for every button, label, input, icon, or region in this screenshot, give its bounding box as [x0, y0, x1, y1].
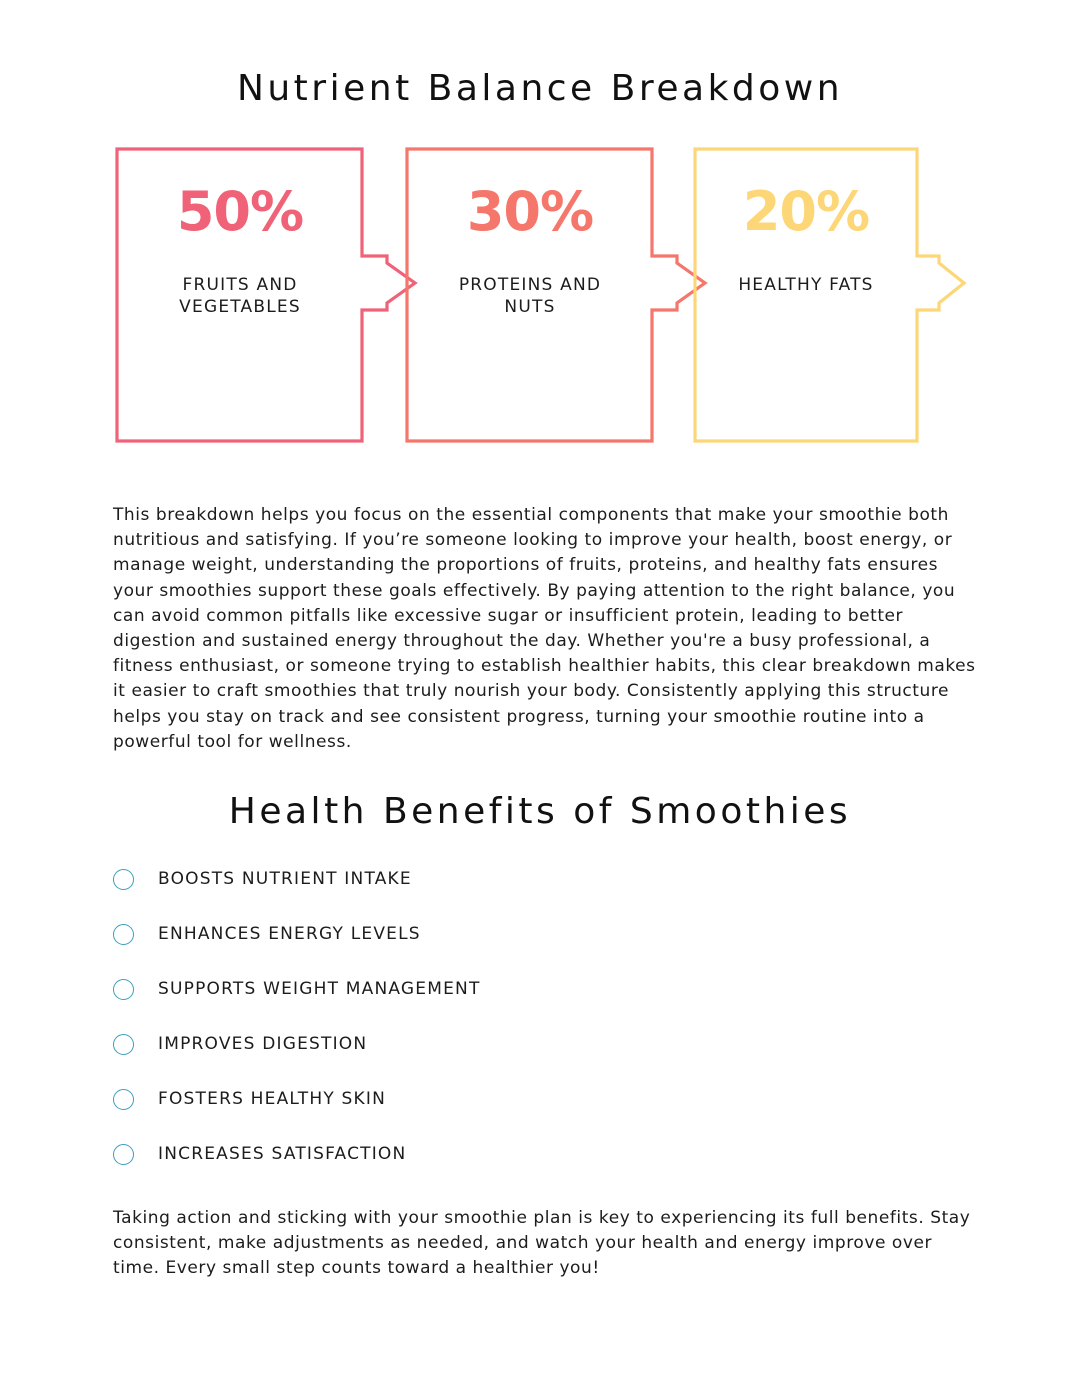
step-label-proteins-nuts [407, 274, 653, 318]
circle-icon [113, 1144, 134, 1165]
circle-icon [113, 924, 134, 945]
closing-paragraph: Taking action and sticking with your smoothie plan is key to experiencing its full benefits. Stay consistent, make adjustments as needed, and watch your health and energy improve over time. Every small step counts toward a healthier you! [113, 1208, 971, 1279]
benefits-title: Health Benefits of Smoothies [228, 791, 852, 832]
benefits-list [113, 866, 481, 1196]
benefit-label: BOOSTS NUTRIENT INTAKE [158, 869, 412, 889]
benefit-label: FOSTERS HEALTHY SKIN [158, 1089, 386, 1109]
step-percent-healthy-fats: 20% [742, 180, 870, 243]
step-label-line: VEGETABLES [179, 297, 301, 317]
benefit-item [113, 1141, 481, 1196]
intro-paragraph: This breakdown helps you focus on the essential components that make your smoothie both nutritious and satisfying. If you’re someone looking to improve your health, boost energy, or manage weight, understanding the proportions of fruits, proteins, and healthy fats ensures your smoothies support these goals effectively. By paying attention to the right balance, you can avoid common pitfalls like excessive sugar or insufficient protein, leading to better digestion and sustained energy throughout the day. Whether you're a busy professional, a fitness enthusiast, or someone trying to establish healthier habits, this clear breakdown makes it easier to craft smoothies that truly nourish your body. Consistently applying this structure helps you stay on track and see consistent progress, turning your smoothie routine into a powerful tool for wellness. [113, 505, 976, 752]
benefit-item [113, 1086, 481, 1141]
step-percent-proteins-nuts: 30% [466, 180, 594, 243]
benefit-item [113, 1031, 481, 1086]
step-percent-fruits-vegetables: 50% [176, 180, 304, 243]
circle-icon [113, 1034, 134, 1055]
benefit-label: SUPPORTS WEIGHT MANAGEMENT [158, 979, 481, 999]
step-label-line: HEALTHY FATS [738, 275, 874, 295]
step-label-fruits-vegetables [117, 274, 363, 318]
benefit-label: INCREASES SATISFACTION [158, 1144, 407, 1164]
step-label-line: PROTEINS AND [458, 275, 602, 295]
benefit-item [113, 976, 481, 1031]
circle-icon [113, 1089, 134, 1110]
step-label-healthy-fats [695, 274, 917, 296]
breakdown-title: Nutrient Balance Breakdown [236, 68, 844, 109]
benefit-item [113, 921, 481, 976]
benefit-label: ENHANCES ENERGY LEVELS [158, 924, 421, 944]
benefit-item [113, 866, 481, 921]
circle-icon [113, 869, 134, 890]
step-label-line: NUTS [504, 297, 556, 317]
circle-icon [113, 979, 134, 1000]
benefit-label: IMPROVES DIGESTION [158, 1034, 368, 1054]
step-label-line: FRUITS AND [182, 275, 298, 295]
nutrient-breakdown-diagram [0, 0, 1080, 470]
